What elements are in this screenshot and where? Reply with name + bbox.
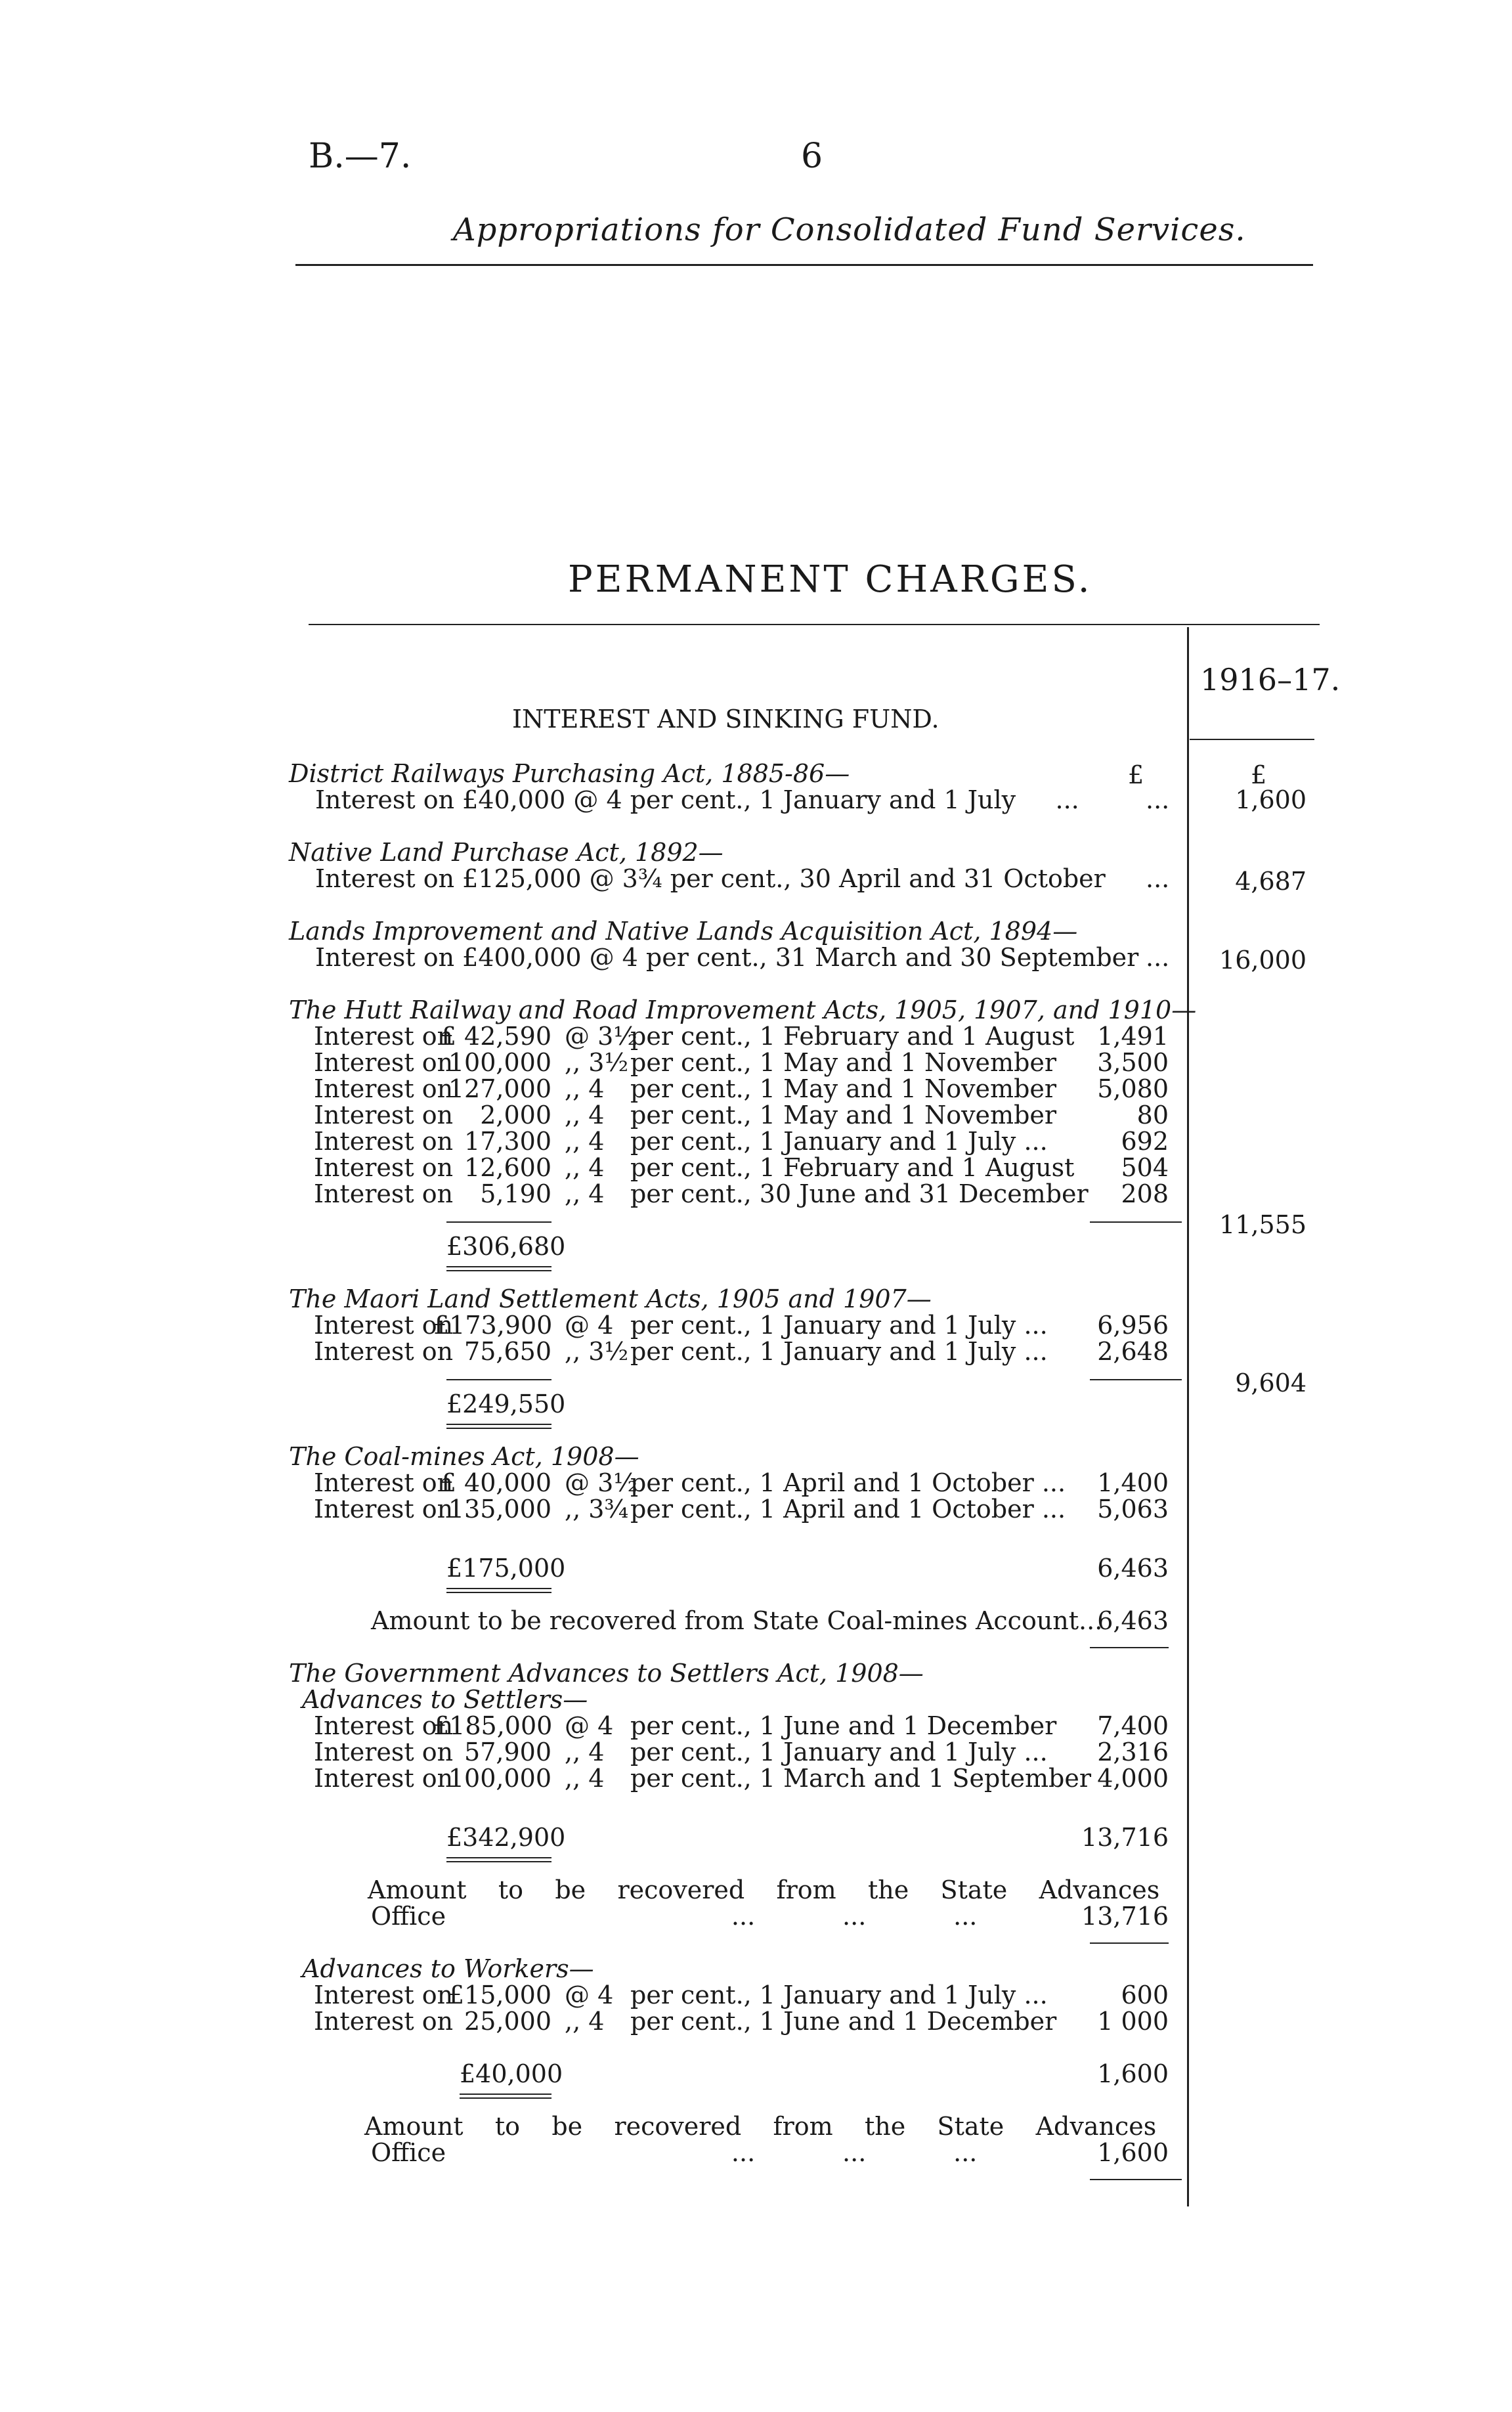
line-amount: 3,500 — [1097, 1048, 1169, 1077]
line-rate: ,, 3¾ — [565, 1495, 629, 1524]
line-amount: 1,400 — [1097, 1468, 1169, 1497]
line-label: Interest on — [314, 1495, 454, 1524]
recovered-amount-6: 6,463 — [1097, 1606, 1169, 1635]
line-label: Interest on — [314, 1311, 454, 1340]
line-principal: £185,000 — [433, 1711, 553, 1740]
line-rate: ,, 3½ — [565, 1337, 629, 1366]
year-header-rule — [1190, 739, 1314, 740]
line-principal: 12,600 — [464, 1153, 551, 1182]
amount-rule-5 — [1090, 1379, 1182, 1380]
line-rate: ,, 4 — [565, 1101, 605, 1129]
workers-recovered-amount: 1,600 — [1097, 2138, 1169, 2167]
principal-double-rule-6b — [446, 1592, 551, 1593]
principal-rule-5 — [446, 1379, 551, 1380]
line-label: Interest on — [314, 1981, 454, 2009]
page-reference: B.—7. — [309, 137, 412, 176]
line-amount: 504 — [1121, 1153, 1169, 1182]
act-title-2: Native Land Purchase Act, 1892— — [289, 838, 724, 867]
line-terms: per cent., 1 June and 1 December — [630, 1711, 1057, 1740]
act-title-7: The Government Advances to Settlers Act, 1908— — [289, 1659, 924, 1688]
section-subheading: INTEREST AND SINKING FUND. — [512, 705, 940, 734]
act-title-6: The Coal-mines Act, 1908— — [289, 1442, 639, 1471]
line-terms: per cent., 1 March and 1 September — [630, 1764, 1092, 1793]
leader-dots-2: ... — [1146, 864, 1170, 893]
line-rate: ,, 3½ — [565, 1048, 629, 1077]
line-label: Interest on — [314, 1074, 454, 1103]
line-principal: 100,000 — [448, 1764, 551, 1793]
line-rate: ,, 4 — [565, 1074, 605, 1103]
line-amount: 2,648 — [1097, 1337, 1169, 1366]
line-label: Interest on — [314, 1738, 454, 1766]
line-amount: 600 — [1121, 1981, 1169, 2009]
line-terms: per cent., 1 June and 1 December — [630, 2007, 1057, 2036]
page-number: 6 — [801, 137, 823, 176]
workers-recovered-label-2: Office ... ... ... — [371, 2138, 978, 2167]
principal-double-rule-6a — [446, 1588, 551, 1589]
line-principal: £ 40,000 — [440, 1468, 551, 1497]
settlers-subtotal: 13,716 — [1081, 1823, 1169, 1852]
line-amount: 1 000 — [1097, 2007, 1169, 2036]
settlers-recovered-label-2: Office ... ... ... — [371, 1902, 978, 1931]
subheading-settlers: Advances to Settlers— — [302, 1685, 588, 1714]
workers-recovered-label-1: Amount to be recovered from the State Advances — [364, 2112, 1157, 2141]
line-rate: ,, 4 — [565, 1738, 605, 1766]
interest-line-2: Interest on £125,000 @ 3¾ per cent., 30 April and 31 October — [315, 864, 1106, 893]
line-amount: 692 — [1121, 1127, 1169, 1156]
line-terms: per cent., 1 January and 1 July ... — [630, 1981, 1048, 2009]
settlers-principal-total: £342,900 — [446, 1823, 566, 1852]
year-total-2: 4,687 — [1235, 867, 1307, 896]
line-terms: per cent., 1 May and 1 November — [630, 1074, 1057, 1103]
line-principal: 5,190 — [480, 1179, 551, 1208]
page-title: PERMANENT CHARGES. — [568, 558, 1092, 601]
running-title: Appropriations for Consolidated Fund Services. — [453, 211, 1246, 248]
line-rate: @ 4 — [565, 1711, 614, 1740]
act-title-5: The Maori Land Settlement Acts, 1905 and 1907— — [289, 1284, 932, 1313]
workers-recovered-rule — [1090, 2179, 1182, 2180]
line-amount: 1,491 — [1097, 1022, 1169, 1051]
workers-double-rule-b — [460, 2097, 551, 2099]
year-total-1: 1,600 — [1235, 785, 1307, 814]
line-label: Interest on — [314, 1711, 454, 1740]
workers-subtotal: 1,600 — [1097, 2059, 1169, 2088]
line-amount: 4,000 — [1097, 1764, 1169, 1793]
year-total-3: 16,000 — [1219, 946, 1307, 975]
line-label: Interest on — [314, 1337, 454, 1366]
principal-double-rule-5b — [446, 1428, 551, 1429]
line-terms: per cent., 1 February and 1 August — [630, 1022, 1075, 1051]
line-rate: @ 3½ — [565, 1022, 638, 1051]
year-total-4: 11,555 — [1219, 1210, 1307, 1239]
settlers-recovered-label-1: Amount to be recovered from the State Advances — [368, 1875, 1160, 1904]
settlers-recovered-rule — [1090, 1942, 1169, 1944]
principal-total-6: £175,000 — [446, 1554, 566, 1583]
line-terms: per cent., 30 June and 31 December — [630, 1179, 1089, 1208]
line-label: Interest on — [314, 1153, 454, 1182]
line-terms: per cent., 1 January and 1 July ... — [630, 1337, 1048, 1366]
line-label: Interest on — [314, 1101, 454, 1129]
principal-double-rule-4a — [446, 1266, 551, 1267]
line-principal: 75,650 — [464, 1337, 551, 1366]
line-terms: per cent., 1 January and 1 July ... — [630, 1738, 1048, 1766]
line-amount: 2,316 — [1097, 1738, 1169, 1766]
line-terms: per cent., 1 February and 1 August — [630, 1153, 1075, 1182]
amount-rule-4 — [1090, 1221, 1182, 1223]
line-rate: @ 3½ — [565, 1468, 638, 1497]
year-total-5: 9,604 — [1235, 1369, 1307, 1397]
header-rule — [295, 264, 1313, 266]
line-principal: 135,000 — [448, 1495, 551, 1524]
interest-line-1: Interest on £40,000 @ 4 per cent., 1 January and 1 July ... — [315, 785, 1079, 814]
leader-dots-1: ... — [1146, 785, 1170, 814]
act-title-4: The Hutt Railway and Road Improvement Acts, 1905, 1907, and 1910— — [289, 996, 1197, 1024]
line-label: Interest on — [314, 1764, 454, 1793]
line-amount: 5,080 — [1097, 1074, 1169, 1103]
recovered-label-6: Amount to be recovered from State Coal-mines Account... — [371, 1606, 1103, 1635]
line-rate: ,, 4 — [565, 1764, 605, 1793]
line-principal: 2,000 — [480, 1101, 551, 1129]
year-column-label: 1916–17. — [1200, 662, 1341, 697]
workers-principal-total: £40,000 — [460, 2059, 563, 2088]
line-principal: 57,900 — [464, 1738, 551, 1766]
detail-currency-symbol: £ — [1128, 760, 1144, 789]
line-amount: 208 — [1121, 1179, 1169, 1208]
line-label: Interest on — [314, 1468, 454, 1497]
act-title-1: District Railways Purchasing Act, 1885-86— — [289, 759, 850, 788]
principal-total-4: £306,680 — [446, 1232, 566, 1261]
leader-dots-3: ... — [1146, 943, 1170, 972]
line-rate: @ 4 — [565, 1311, 614, 1340]
settlers-double-rule-b — [446, 1861, 551, 1862]
year-currency-symbol: £ — [1251, 760, 1267, 789]
line-label: Interest on — [314, 1048, 454, 1077]
column-divider — [1187, 627, 1189, 2206]
principal-rule-4 — [446, 1221, 551, 1223]
line-terms: per cent., 1 January and 1 July ... — [630, 1311, 1048, 1340]
line-label: Interest on — [314, 1022, 454, 1051]
line-principal: £ 42,590 — [440, 1022, 551, 1051]
line-principal: 127,000 — [448, 1074, 551, 1103]
line-rate: @ 4 — [565, 1981, 614, 2009]
line-principal: £15,000 — [448, 1981, 551, 2009]
line-principal: 25,000 — [464, 2007, 551, 2036]
amount-subtotal-6: 6,463 — [1097, 1554, 1169, 1583]
line-terms: per cent., 1 January and 1 July ... — [630, 1127, 1048, 1156]
line-terms: per cent., 1 May and 1 November — [630, 1048, 1057, 1077]
recovered-rule-6 — [1090, 1647, 1169, 1648]
line-principal: 17,300 — [464, 1127, 551, 1156]
line-label: Interest on — [314, 1179, 454, 1208]
settlers-recovered-amount: 13,716 — [1081, 1902, 1169, 1931]
line-label: Interest on — [314, 2007, 454, 2036]
line-principal: £173,900 — [433, 1311, 553, 1340]
act-title-3: Lands Improvement and Native Lands Acquisition Act, 1894— — [289, 917, 1078, 946]
line-amount: 6,956 — [1097, 1311, 1169, 1340]
line-amount: 7,400 — [1097, 1711, 1169, 1740]
principal-double-rule-5a — [446, 1424, 551, 1425]
title-rule — [309, 624, 1320, 625]
principal-double-rule-4b — [446, 1270, 551, 1271]
line-rate: ,, 4 — [565, 1179, 605, 1208]
line-amount: 80 — [1136, 1101, 1169, 1129]
subheading-workers: Advances to Workers— — [302, 1954, 594, 1983]
line-label: Interest on — [314, 1127, 454, 1156]
interest-line-3: Interest on £400,000 @ 4 per cent., 31 March and 30 September — [315, 943, 1139, 972]
line-rate: ,, 4 — [565, 1127, 605, 1156]
workers-double-rule-a — [460, 2094, 551, 2095]
line-terms: per cent., 1 April and 1 October ... — [630, 1495, 1066, 1524]
line-amount: 5,063 — [1097, 1495, 1169, 1524]
line-terms: per cent., 1 May and 1 November — [630, 1101, 1057, 1129]
line-rate: ,, 4 — [565, 1153, 605, 1182]
line-terms: per cent., 1 April and 1 October ... — [630, 1468, 1066, 1497]
settlers-double-rule-a — [446, 1857, 551, 1858]
principal-total-5: £249,550 — [446, 1390, 566, 1418]
line-principal: 100,000 — [448, 1048, 551, 1077]
line-rate: ,, 4 — [565, 2007, 605, 2036]
